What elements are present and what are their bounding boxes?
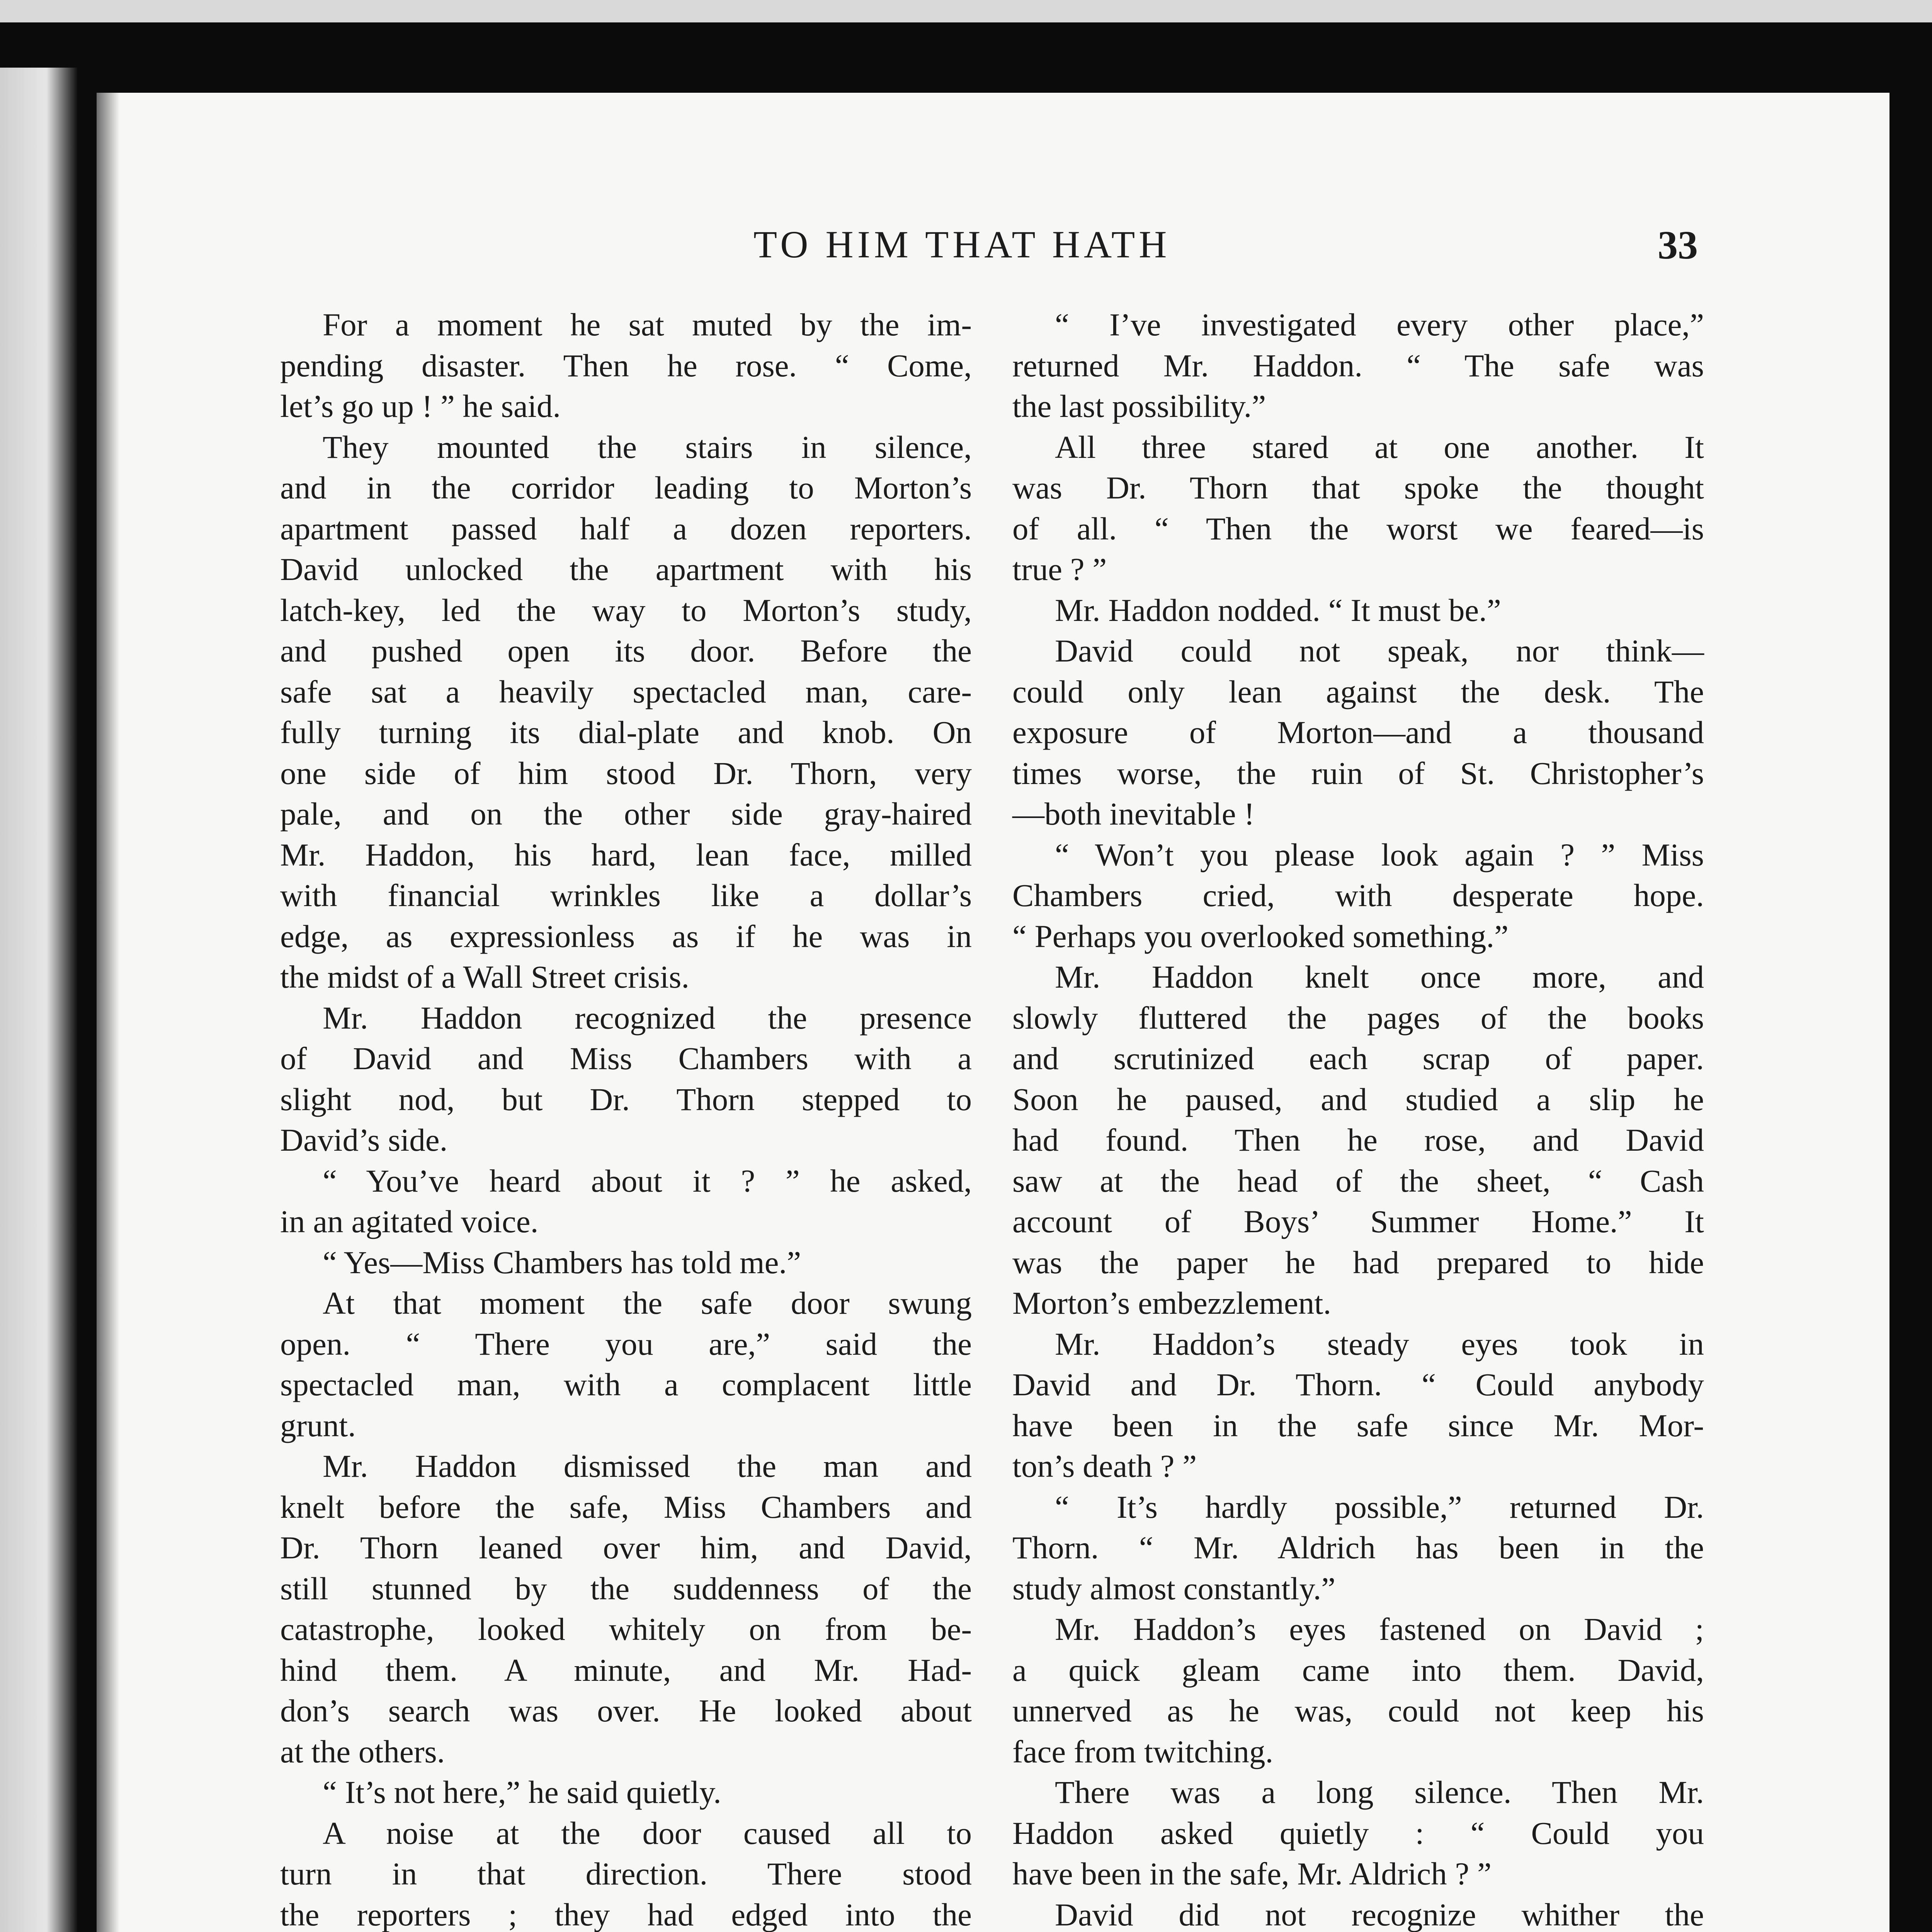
text-line: A noise at the door caused all to <box>323 1815 972 1851</box>
text-line: knelt before the safe, Miss Chambers and <box>280 1489 972 1525</box>
text-line: For a moment he sat muted by the im- <box>323 307 972 342</box>
text-line: Mr. Haddon’s steady eyes took in <box>1055 1326 1704 1362</box>
text-line: still stunned by the suddenness of the <box>280 1570 972 1606</box>
text-line: “ You’ve heard about it ? ” he asked, <box>323 1163 972 1199</box>
text-line: hind them. A minute, and Mr. Had- <box>280 1652 972 1688</box>
text-line: pending disaster. Then he rose. “ Come, <box>280 347 972 383</box>
text-line: fully turning its dial-plate and knob. On <box>280 714 972 750</box>
text-line: “ Perhaps you overlooked something.” <box>1012 918 1509 954</box>
text-line: one side of him stood Dr. Thorn, very <box>280 755 972 791</box>
text-line: a quick gleam came into them. David, <box>1012 1652 1704 1688</box>
text-line: let’s go up ! ” he said. <box>280 388 561 424</box>
text-line: the midst of a Wall Street crisis. <box>280 959 690 995</box>
text-line: the last possibility.” <box>1012 388 1266 424</box>
text-line: slowly fluttered the pages of the books <box>1012 1000 1704 1036</box>
text-line: Mr. Haddon knelt once more, and <box>1055 959 1704 995</box>
text-line: had found. Then he rose, and David <box>1012 1122 1704 1158</box>
text-line: David unlocked the apartment with his <box>280 551 972 587</box>
text-line: edge, as expressionless as if he was in <box>280 918 972 954</box>
text-line: Mr. Haddon dismissed the man and <box>323 1448 972 1484</box>
text-line: David’s side. <box>280 1122 448 1158</box>
text-line: face from twitching. <box>1012 1733 1274 1769</box>
text-line: They mounted the stairs in silence, <box>323 429 972 465</box>
text-column-left <box>280 304 972 1932</box>
text-line: Thorn. “ Mr. Aldrich has been in the <box>1012 1530 1704 1565</box>
text-line: and pushed open its door. Before the <box>280 633 972 668</box>
text-line: catastrophe, looked whitely on from be- <box>280 1611 972 1647</box>
text-line: with financial wrinkles like a dollar’s <box>280 878 972 913</box>
text-line: latch-key, led the way to Morton’s study, <box>280 592 972 628</box>
text-line: Dr. Thorn leaned over him, and David, <box>280 1530 972 1565</box>
text-line: was Dr. Thorn that spoke the thought <box>1012 470 1704 505</box>
text-line: At that moment the safe door swung <box>323 1285 972 1321</box>
text-line: apartment passed half a dozen reporters. <box>280 510 972 546</box>
text-line: “ It’s not here,” he said quietly. <box>323 1774 721 1810</box>
text-line: Mr. Haddon’s eyes fastened on David ; <box>1055 1611 1704 1647</box>
text-line: turn in that direction. There stood <box>280 1856 972 1891</box>
text-line: have been in the safe since Mr. Mor- <box>1012 1407 1704 1443</box>
text-line: —both inevitable ! <box>1012 796 1255 832</box>
text-line: Mr. Haddon recognized the presence <box>323 1000 972 1036</box>
text-line: Soon he paused, and studied a slip he <box>1012 1081 1704 1117</box>
text-line: David and Dr. Thorn. “ Could anybody <box>1012 1367 1704 1402</box>
text-line: Morton’s embezzlement. <box>1012 1285 1332 1321</box>
running-head: TO HIM THAT HATH <box>753 223 1171 266</box>
text-line: All three stared at one another. It <box>1055 429 1704 465</box>
text-line: times worse, the ruin of St. Christopher’s <box>1012 755 1704 791</box>
text-line: David could not speak, nor think— <box>1055 633 1704 668</box>
text-line: have been in the safe, Mr. Aldrich ? ” <box>1012 1856 1492 1891</box>
text-line: could only lean against the desk. The <box>1012 673 1704 709</box>
text-line: don’s search was over. He looked about <box>280 1693 972 1728</box>
text-line: saw at the head of the sheet, “ Cash <box>1012 1163 1704 1199</box>
text-line: exposure of Morton—and a thousand <box>1012 714 1704 750</box>
text-line: grunt. <box>280 1407 356 1443</box>
text-line: “ Yes—Miss Chambers has told me.” <box>323 1244 801 1280</box>
text-line: unnerved as he was, could not keep his <box>1012 1693 1704 1728</box>
text-line: returned Mr. Haddon. “ The safe was <box>1012 347 1704 383</box>
text-line: of David and Miss Chambers with a <box>280 1041 972 1076</box>
text-line: was the paper he had prepared to hide <box>1012 1244 1704 1280</box>
text-line: safe sat a heavily spectacled man, care- <box>280 673 972 709</box>
scan-top-edge <box>0 0 1932 22</box>
facing-page-edge <box>0 68 77 1932</box>
text-line: Mr. Haddon nodded. “ It must be.” <box>1055 592 1501 628</box>
text-line: of all. “ Then the worst we feared—is <box>1012 510 1704 546</box>
text-line: slight nod, but Dr. Thorn stepped to <box>280 1081 972 1117</box>
text-line: Chambers cried, with desperate hope. <box>1012 878 1704 913</box>
text-line: the reporters ; they had edged into the <box>280 1896 972 1932</box>
text-line: study almost constantly.” <box>1012 1570 1336 1606</box>
text-line: ton’s death ? ” <box>1012 1448 1197 1484</box>
text-line: “ Won’t you please look again ? ” Miss <box>1055 837 1704 872</box>
text-line: pale, and on the other side gray-haired <box>280 796 972 832</box>
text-line: spectacled man, with a complacent little <box>280 1367 972 1402</box>
text-line: “ I’ve investigated every other place,” <box>1055 307 1704 342</box>
text-line: in an agitated voice. <box>280 1204 539 1239</box>
text-line: account of Boys’ Summer Home.” It <box>1012 1204 1704 1239</box>
text-line: Haddon asked quietly : “ Could you <box>1012 1815 1704 1851</box>
text-line: “ It’s hardly possible,” returned Dr. <box>1055 1489 1704 1525</box>
text-column-right <box>1012 304 1704 1932</box>
text-line: Mr. Haddon, his hard, lean face, milled <box>280 837 972 872</box>
text-line: and in the corridor leading to Morton’s <box>280 470 972 505</box>
text-line: and scrutinized each scrap of paper. <box>1012 1041 1704 1076</box>
text-line: at the others. <box>280 1733 445 1769</box>
text-line: open. “ There you are,” said the <box>280 1326 972 1362</box>
text-line: There was a long silence. Then Mr. <box>1055 1774 1704 1810</box>
page-number: 33 <box>1658 223 1698 267</box>
text-line: David did not recognize whither the <box>1055 1896 1704 1932</box>
text-line: true ? ” <box>1012 551 1107 587</box>
